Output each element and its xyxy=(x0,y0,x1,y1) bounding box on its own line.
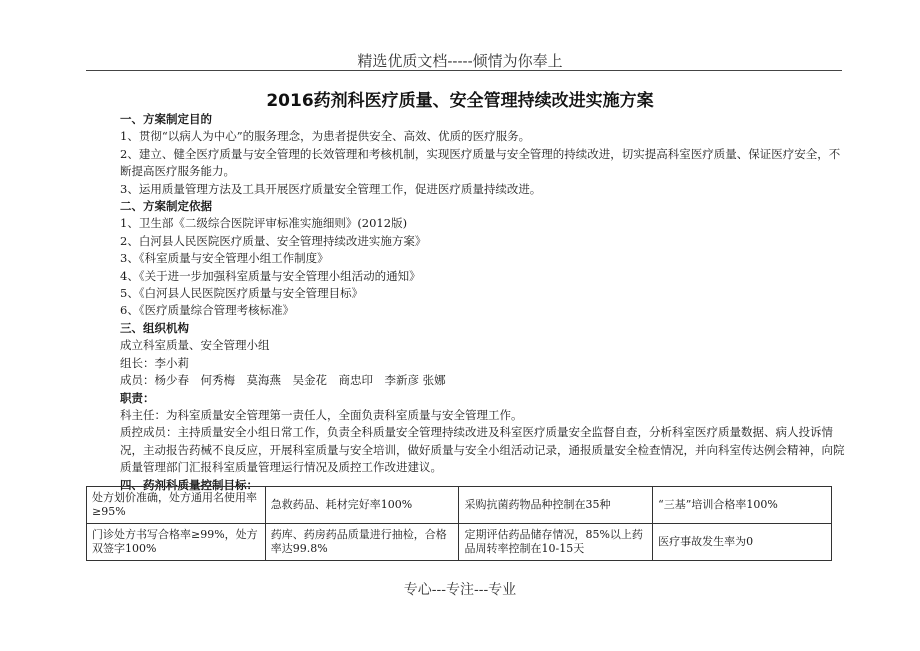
section-heading: 二、方案制定依据 xyxy=(120,199,212,214)
section-heading: 一、方案制定目的 xyxy=(120,112,212,126)
table-cell: 门诊处方书写合格率≥99%，处方双签字100% xyxy=(87,524,266,561)
table-cell: “三基”培训合格率100% xyxy=(653,487,832,524)
list-item: 1、卫生部《二级综合医院评审标准实施细则》(2012版) xyxy=(120,216,408,231)
paragraph: 组长：李小莉 xyxy=(120,355,189,370)
page-header: 精选优质文档-----倾情为你奉上 xyxy=(357,52,563,70)
table-row xyxy=(87,524,832,561)
section-heading: 四、药剂科质量控制目标： xyxy=(120,477,258,492)
section-heading: 职责： xyxy=(120,390,155,405)
section-heading: 三、组织机构 xyxy=(120,320,189,335)
table-cell: 医疗事故发生率为0 xyxy=(653,524,832,561)
table-cell: 处方划价准确，处方通用名使用率≥95% xyxy=(87,487,266,524)
document-body xyxy=(96,111,846,494)
list-item: 5、《白河县人民医院医疗质量与安全管理目标》 xyxy=(120,286,364,301)
table-cell: 急救药品、耗材完好率100% xyxy=(265,487,459,524)
table-cell: 采购抗菌药物品种控制在35种 xyxy=(459,487,653,524)
paragraph: 科主任：为科室质量安全管理第一责任人，全面负责科室质量与安全管理工作。 xyxy=(120,407,523,422)
document-title: 2016药剂科医疗质量、安全管理持续改进实施方案 xyxy=(266,91,654,111)
list-item: 6、《医疗质量综合管理考核标准》 xyxy=(120,303,295,318)
header-rule xyxy=(86,70,842,71)
table-row xyxy=(87,487,832,524)
paragraph: 1、贯彻“以病人为中心”的服务理念，为患者提供安全、高效、优质的医疗服务。 xyxy=(120,129,531,144)
list-item: 2、白河县人民医院医疗质量、安全管理持续改进实施方案》 xyxy=(120,233,427,248)
paragraph: 成立科室质量、安全管理小组 xyxy=(120,338,270,353)
list-item: 4、《关于进一步加强科室质量与安全管理小组活动的通知》 xyxy=(120,268,421,283)
page-footer: 专心---专注---专业 xyxy=(403,582,517,598)
table-cell: 定期评估药品储存情况，85%以上药品周转率控制在10-15天 xyxy=(459,524,653,561)
table-cell: 药库、药房药品质量进行抽检，合格率达99.8% xyxy=(265,524,459,561)
paragraph: 质控成员：主持质量安全小组日常工作，负责全科质量安全管理持续改进及科室医疗质量安全监督自查，分析科室医疗质量数据、病人投诉情况，主动报告药械不良反应，开展科室质量与安全培训，做好质量与安全小组活动记录，通报质量安全检查情况，并向科室传达例会精神，向院质量管理部门汇报科室质量管理运行情况及质控工作改进建议。 xyxy=(120,425,845,475)
paragraph: 成员：杨少春 何秀梅 莫海燕 吴金花 商忠印 李新彦 张娜 xyxy=(120,373,446,388)
paragraph: 3、运用质量管理方法及工具开展医疗质量安全管理工作，促进医疗质量持续改进。 xyxy=(120,181,542,196)
list-item: 3、《科室质量与安全管理小组工作制度》 xyxy=(120,251,329,266)
quality-goals-table xyxy=(86,486,832,561)
paragraph: 2、建立、健全医疗质量与安全管理的长效管理和考核机制，实现医疗质量与安全管理的持续改进，切实提高科室医疗质量、保证医疗安全，不断提高医疗服务能力。 xyxy=(120,146,841,179)
